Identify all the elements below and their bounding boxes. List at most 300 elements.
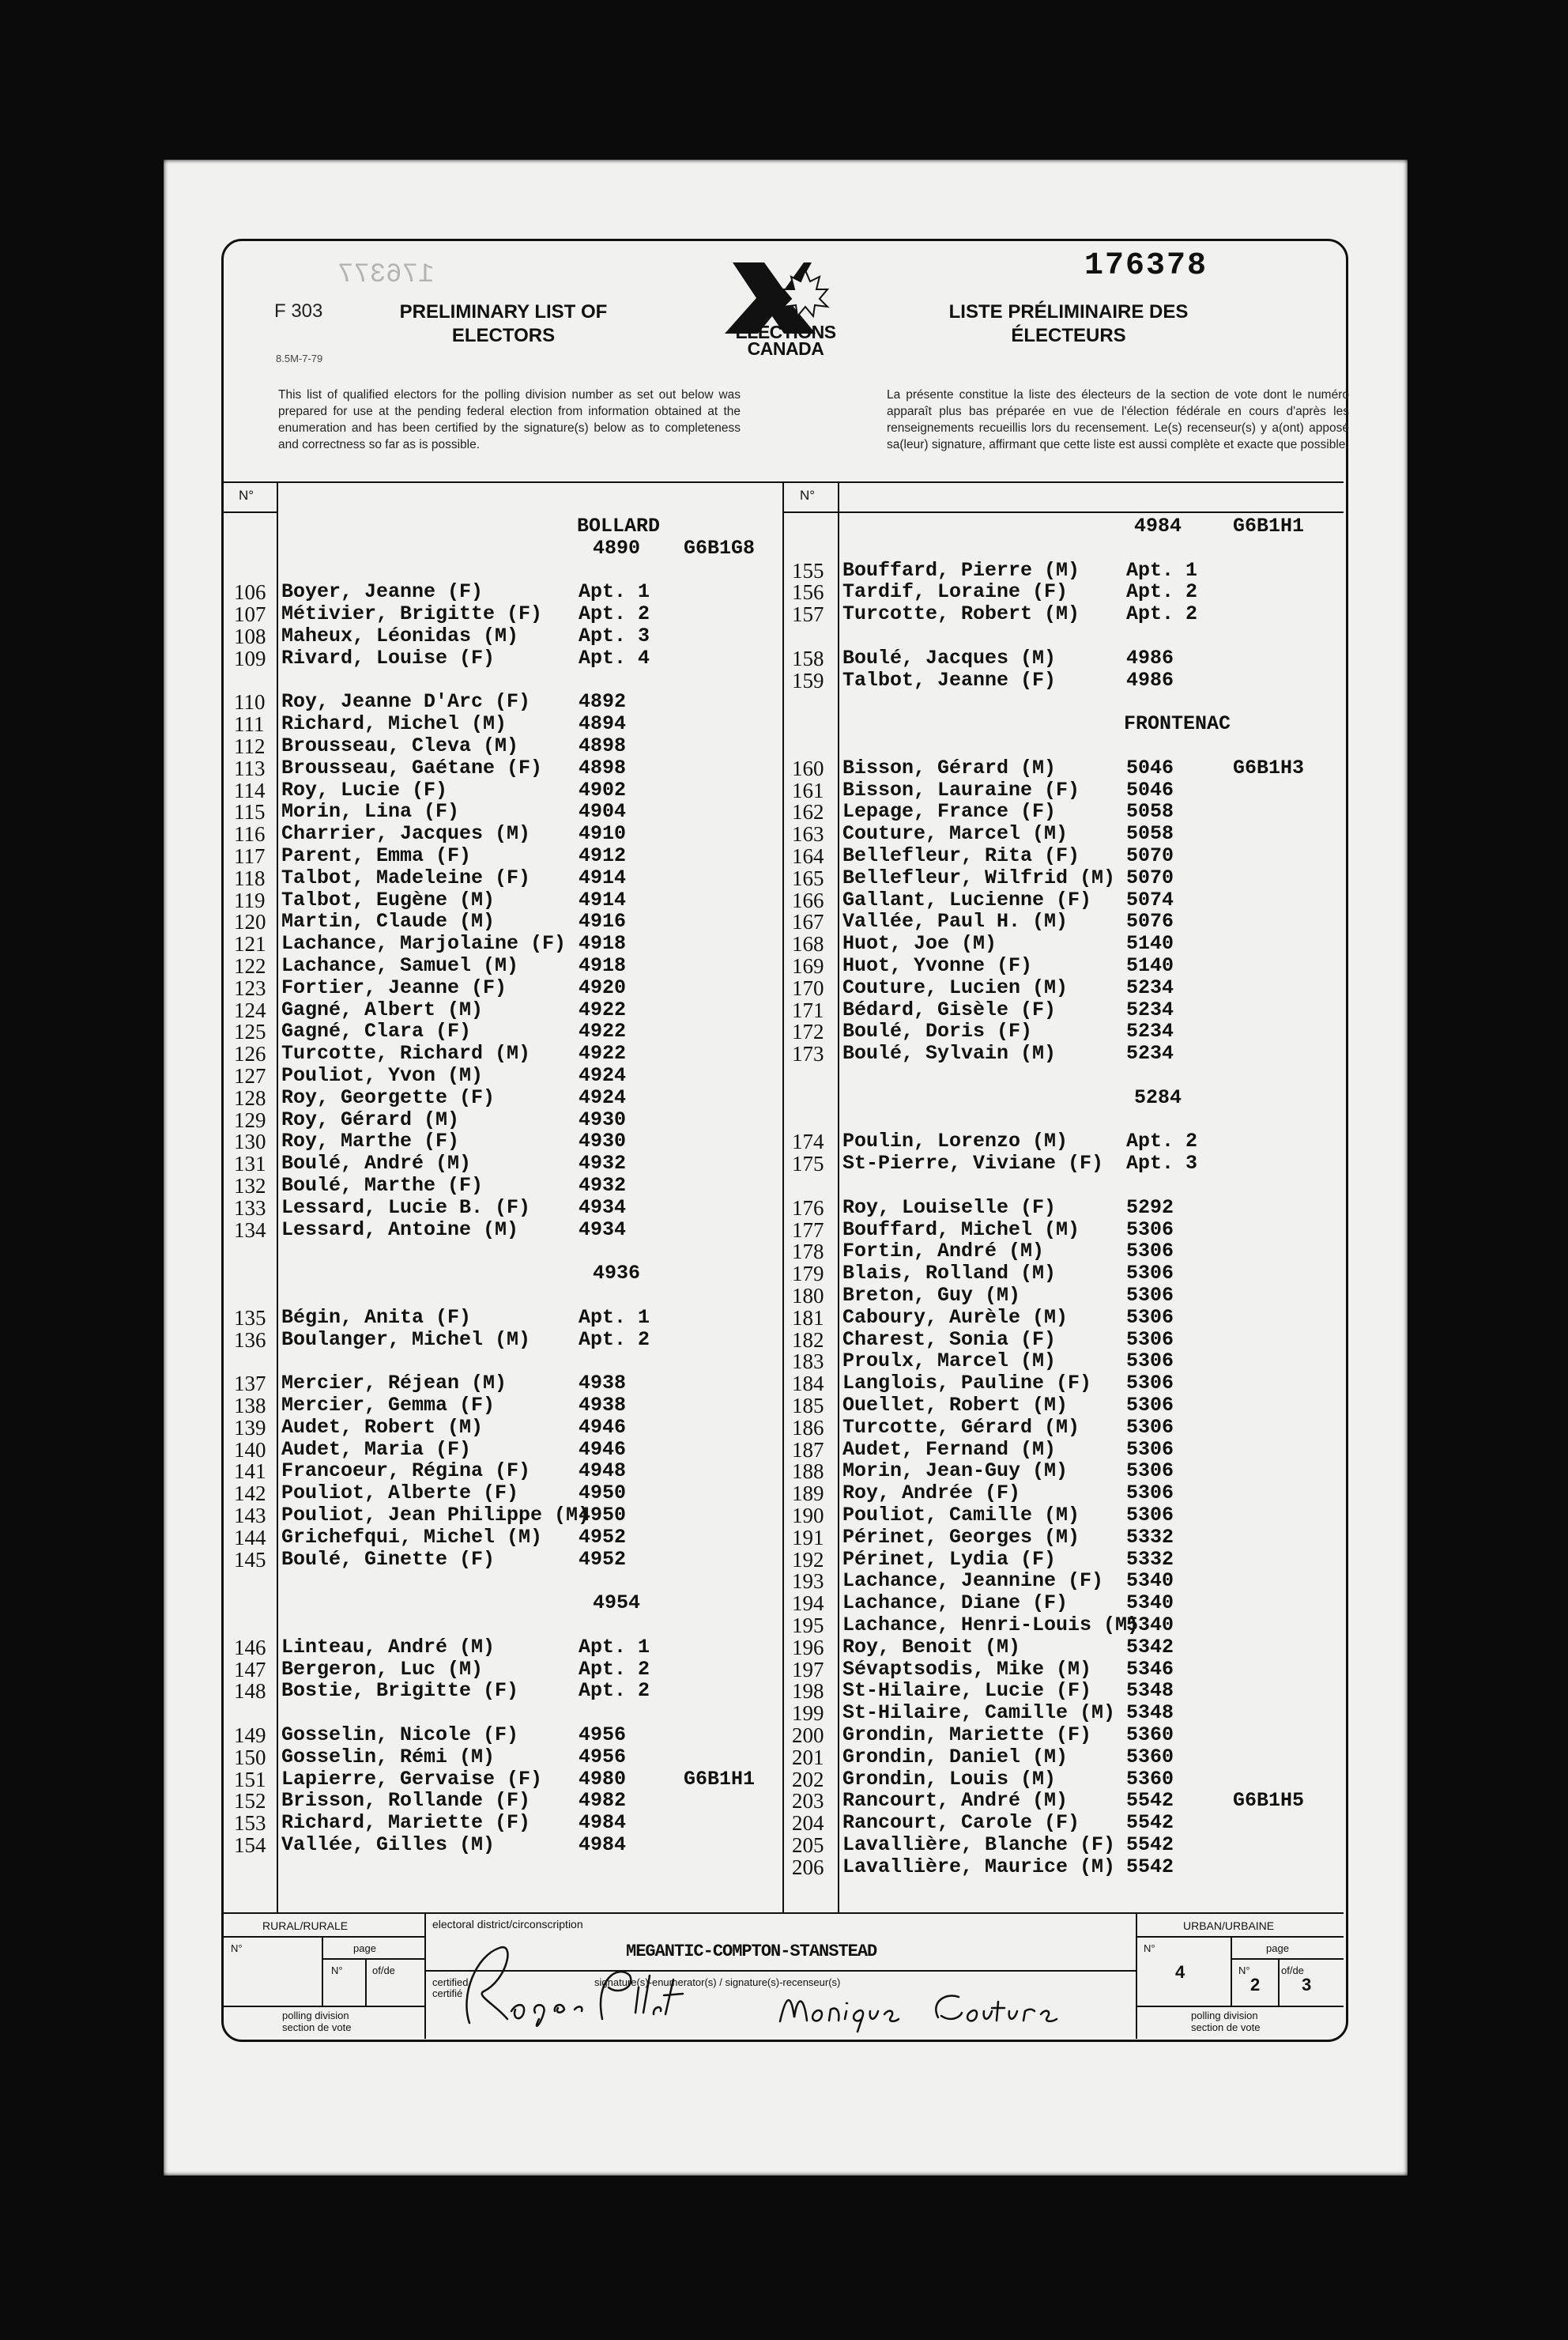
elector-address: 5332 — [1126, 1547, 1174, 1571]
elector-name: Richard, Mariette (F) — [281, 1811, 531, 1835]
elector-number: 118 — [234, 866, 266, 890]
elector-address: 5306 — [1126, 1240, 1174, 1263]
elector-address: 5360 — [1126, 1767, 1174, 1791]
elector-address: 4946 — [579, 1437, 627, 1461]
elector-address: 5542 — [1126, 1855, 1174, 1878]
elector-name: Lavallière, Blanche (F) — [842, 1833, 1116, 1856]
rural-page-no-label: N° — [331, 1964, 343, 1976]
urban-page-rule — [1231, 1958, 1344, 1960]
rural-page-div — [322, 1936, 323, 2006]
elector-number: 177 — [792, 1217, 824, 1242]
elector-number: 147 — [234, 1657, 266, 1681]
elector-name: Lachance, Diane (F) — [842, 1591, 1069, 1615]
elector-name: Lessard, Antoine (M) — [281, 1217, 519, 1241]
elector-address: 4986 — [1126, 646, 1174, 670]
elector-name: Vallée, Gilles (M) — [281, 1833, 496, 1856]
elector-name: Huot, Joe (M) — [842, 932, 997, 956]
elector-name: Langlois, Pauline (F) — [842, 1372, 1092, 1395]
rural-no-label: N° — [231, 1942, 243, 1954]
elector-number: 136 — [234, 1327, 266, 1352]
elector-number: 192 — [792, 1547, 824, 1572]
elector-name: Richard, Michel (M) — [281, 712, 507, 736]
elector-number: 183 — [792, 1349, 824, 1374]
elector-number: 175 — [792, 1152, 824, 1176]
title-fr-line2: ÉLECTEURS — [1011, 325, 1126, 346]
elector-name: Tardif, Loraine (F) — [842, 580, 1069, 604]
elector-list-table — [221, 481, 1344, 1914]
elector-name: Morin, Lina (F) — [281, 800, 460, 824]
elector-address: 5542 — [1126, 1833, 1174, 1856]
elector-address: Apt. 1 — [1126, 558, 1198, 582]
elector-address: 4922 — [579, 998, 627, 1021]
elector-address: Apt. 2 — [579, 1657, 650, 1681]
elector-address: 4916 — [579, 910, 627, 934]
form-number: F 303 — [274, 300, 323, 322]
elector-address: Apt. 2 — [1126, 580, 1198, 604]
district-label: electoral district/circonscription — [432, 1918, 583, 1930]
elector-number: 181 — [792, 1305, 824, 1330]
elector-name: Roy, Louiselle (F) — [842, 1195, 1057, 1219]
elector-name: Roy, Lucie (F) — [281, 778, 448, 802]
elector-name: Bédard, Gisèle (F) — [842, 998, 1057, 1021]
elector-number: 106 — [234, 580, 266, 605]
elector-name: Mercier, Réjean (M) — [281, 1372, 507, 1395]
elector-address: 5306 — [1126, 1217, 1174, 1241]
elector-address: 4914 — [579, 888, 627, 911]
elector-number: 119 — [234, 888, 266, 912]
elector-address: 5306 — [1126, 1394, 1174, 1417]
elector-name: Talbot, Jeanne (F) — [842, 668, 1057, 692]
elector-address: 4924 — [579, 1085, 627, 1109]
elector-name: Grondin, Mariette (F) — [842, 1723, 1092, 1746]
elector-address: 4912 — [579, 844, 627, 867]
elector-name: Talbot, Eugène (M) — [281, 888, 496, 911]
elector-number: 144 — [234, 1525, 266, 1549]
elector-number: 203 — [792, 1789, 824, 1814]
elector-name: Boyer, Jeanne (F) — [281, 580, 484, 604]
elector-address: 5332 — [1126, 1525, 1174, 1549]
print-date: 8.5M-7-79 — [276, 353, 323, 364]
no-header-rule-right — [782, 511, 838, 513]
elector-address: 4980 — [579, 1767, 627, 1791]
urban-division-fr: section de vote — [1191, 2021, 1261, 2033]
elector-name: Périnet, Georges (M) — [842, 1525, 1080, 1549]
elector-number: 107 — [234, 602, 266, 627]
elector-address: 4982 — [579, 1789, 627, 1813]
certified-label-fr: certifié — [432, 1987, 463, 1999]
elector-address: Apt. 2 — [579, 1679, 650, 1703]
elector-address: 4892 — [579, 690, 627, 714]
signature-enumerator-1 — [428, 1932, 689, 2035]
elector-address: Apt. 1 — [579, 580, 650, 604]
divider-right-no — [838, 483, 839, 1914]
elector-name: Boulé, Marthe (F) — [281, 1174, 484, 1197]
elector-address: Apt. 3 — [1126, 1152, 1198, 1176]
elector-name: Francoeur, Régina (F) — [281, 1459, 531, 1483]
serial-number: 176378 — [1084, 248, 1208, 284]
elector-address: 5234 — [1126, 976, 1174, 999]
rural-division-fr: section de vote — [282, 2021, 352, 2033]
elector-name: Boulé, Sylvain (M) — [842, 1042, 1057, 1066]
elector-address: 5306 — [1126, 1415, 1174, 1439]
elector-name: Bellefleur, Wilfrid (M) — [842, 866, 1116, 889]
elector-number: 178 — [792, 1240, 824, 1264]
elector-name: Bisson, Lauraine (F) — [842, 778, 1080, 802]
elector-address: 4922 — [579, 1042, 627, 1066]
elector-address: 5348 — [1126, 1701, 1174, 1725]
elector-name: Grondin, Daniel (M) — [842, 1745, 1069, 1768]
elector-name: Roy, Andrée (F) — [842, 1481, 1021, 1505]
elector-name: Lessard, Lucie B. (F) — [281, 1195, 531, 1219]
elector-number: 138 — [234, 1394, 266, 1417]
urban-page-label: page — [1266, 1942, 1289, 1954]
elector-name: Roy, Georgette (F) — [281, 1085, 496, 1109]
elector-number: 194 — [792, 1591, 824, 1616]
elector-address: 5306 — [1126, 1262, 1174, 1285]
title-english — [369, 300, 638, 348]
elector-number: 196 — [792, 1635, 824, 1659]
no-header-rule-left — [221, 511, 277, 513]
elector-number: 176 — [792, 1195, 824, 1220]
signature-label: signature(s)-enumerator(s) / signature(s)-recenseur(s) — [594, 1976, 841, 1988]
elector-name: Rancourt, Carole (F) — [842, 1811, 1080, 1835]
elector-name: Maheux, Léonidas (M) — [281, 625, 519, 647]
elector-name: Lachance, Henri-Louis (M) — [842, 1613, 1140, 1636]
urban-page-no-label: N° — [1238, 1964, 1250, 1976]
elector-address: 4932 — [579, 1174, 627, 1197]
elector-number: 156 — [792, 580, 824, 605]
elector-address: 5234 — [1126, 998, 1174, 1021]
elector-name: Lachance, Samuel (M) — [281, 954, 519, 977]
elector-name: Brousseau, Gaétane (F) — [281, 756, 543, 779]
elector-number: 125 — [234, 1020, 266, 1044]
elector-name: Gosselin, Nicole (F) — [281, 1723, 519, 1746]
elector-name: Talbot, Madeleine (F) — [281, 866, 531, 889]
elector-name: Bégin, Anita (F) — [281, 1305, 472, 1329]
elector-number: 164 — [792, 844, 824, 868]
elector-name: Vallée, Paul H. (M) — [842, 910, 1069, 934]
elector-number: 132 — [234, 1174, 266, 1198]
elector-address: 4932 — [579, 1152, 627, 1176]
elector-name: Brisson, Rollande (F) — [281, 1789, 531, 1813]
elector-number: 195 — [792, 1613, 824, 1637]
elector-name: Martin, Claude (M) — [281, 910, 496, 934]
elector-name: Charest, Sonia (F) — [842, 1327, 1057, 1351]
elector-address: 4930 — [579, 1108, 627, 1131]
elector-address: 4924 — [579, 1064, 627, 1087]
elector-number: 134 — [234, 1217, 266, 1242]
elector-address: 5360 — [1126, 1745, 1174, 1768]
urban-page-div — [1231, 1936, 1232, 2006]
elector-number: 123 — [234, 976, 266, 1000]
street-name: FRONTENAC — [1124, 712, 1231, 736]
elector-number: 165 — [792, 866, 824, 890]
elector-address: 4946 — [579, 1415, 627, 1439]
elector-name: Roy, Jeanne D'Arc (F) — [281, 690, 531, 714]
urban-of-div — [1278, 1958, 1280, 2006]
urban-bottom-rule — [1136, 2006, 1344, 2007]
postal-code: G6B1H3 — [1233, 756, 1305, 779]
elector-name: Pouliot, Camille (M) — [842, 1504, 1080, 1527]
elector-address: Apt. 4 — [579, 646, 650, 670]
elector-name: Audet, Fernand (M) — [842, 1437, 1057, 1461]
elector-name: Turcotte, Gérard (M) — [842, 1415, 1080, 1439]
elector-number: 141 — [234, 1459, 266, 1484]
elector-name: Périnet, Lydia (F) — [842, 1547, 1057, 1571]
right-top-rule — [838, 511, 1344, 513]
elector-address: 5342 — [1126, 1635, 1174, 1659]
elector-number: 173 — [792, 1042, 824, 1066]
rural-division-en: polling division — [282, 2010, 349, 2021]
elector-number: 188 — [792, 1459, 824, 1484]
elector-number: 109 — [234, 646, 266, 670]
elector-address: 4934 — [579, 1217, 627, 1241]
elector-address: 5306 — [1126, 1459, 1174, 1483]
elector-number: 155 — [792, 558, 824, 583]
elector-number: 110 — [234, 690, 266, 715]
elector-number: 201 — [792, 1745, 824, 1769]
intro-french: La présente constitue la liste des électeurs de la section de vote dont le numéro apparaît plus bas préparée en vue de l'élection fédérale en cours d'après les renseignements recueillis lors du recensement. Le(s) recenseur(s) y a(ont) apposé sa(leur) signature, affirmant que cette liste est aussi complète et exacte que possible. — [887, 388, 1349, 451]
elector-name: Morin, Jean-Guy (M) — [842, 1459, 1069, 1483]
elector-address: 4984 — [579, 1811, 627, 1835]
elector-address: 5234 — [1126, 1020, 1174, 1044]
elector-address: 5340 — [1126, 1569, 1174, 1593]
elector-address: 5306 — [1126, 1349, 1174, 1373]
elector-address: 5306 — [1126, 1372, 1174, 1395]
footer-top-rule — [223, 1912, 1344, 1914]
elector-name: Boulé, Jacques (M) — [842, 646, 1057, 670]
elector-number: 127 — [234, 1064, 266, 1088]
elector-number: 124 — [234, 998, 266, 1022]
elector-number: 122 — [234, 954, 266, 978]
postal-code: G6B1H5 — [1233, 1789, 1305, 1813]
elector-number: 113 — [234, 756, 266, 780]
elector-number: 163 — [792, 822, 824, 847]
elector-name: Parent, Emma (F) — [281, 844, 472, 867]
title-french — [903, 300, 1234, 348]
elector-address: 5058 — [1126, 800, 1174, 824]
elector-name: Rivard, Louise (F) — [281, 646, 496, 670]
elector-address: 4922 — [579, 1020, 627, 1044]
elector-number: 158 — [792, 646, 824, 670]
elector-number: 179 — [792, 1262, 824, 1286]
district-name: MEGANTIC-COMPTON-STANSTEAD — [626, 1942, 877, 1961]
elector-number: 153 — [234, 1811, 266, 1836]
elector-address: 5542 — [1126, 1811, 1174, 1835]
elector-name: Bouffard, Pierre (M) — [842, 558, 1080, 582]
elector-name: Métivier, Brigitte (F) — [281, 602, 543, 626]
title-fr-line1: LISTE PRÉLIMINAIRE DES — [948, 301, 1189, 323]
faded-stamp: 176377 — [337, 260, 435, 290]
elector-number: 180 — [792, 1284, 824, 1308]
street-name: BOLLARD — [577, 515, 661, 538]
elector-address: 4984 — [579, 1833, 627, 1856]
footer-div-rural — [424, 1912, 426, 2039]
elector-address: 4910 — [579, 822, 627, 846]
rural-header-rule — [223, 1936, 424, 1938]
elector-number: 193 — [792, 1569, 824, 1594]
elector-name: Roy, Benoit (M) — [842, 1635, 1021, 1659]
elector-number: 143 — [234, 1504, 266, 1527]
elector-number: 129 — [234, 1108, 266, 1132]
elector-number: 121 — [234, 932, 266, 957]
urban-no-label: N° — [1144, 1942, 1155, 1954]
elector-number: 108 — [234, 625, 266, 648]
elector-number: 128 — [234, 1085, 266, 1110]
civic-number: 4984 — [1134, 515, 1182, 538]
elector-name: Ouellet, Robert (M) — [842, 1394, 1069, 1417]
elector-name: Gosselin, Rémi (M) — [281, 1745, 496, 1768]
elector-number: 117 — [234, 844, 266, 868]
elector-address: 5076 — [1126, 910, 1174, 934]
logo-wordmark — [714, 324, 857, 357]
urban-label: URBAN/URBAINE — [1183, 1919, 1275, 1932]
rural-page-label: page — [353, 1942, 376, 1954]
rural-page-rule — [322, 1958, 424, 1960]
elector-number: 185 — [792, 1394, 824, 1417]
civic-number: 5284 — [1134, 1085, 1182, 1109]
elector-number: 200 — [792, 1723, 824, 1747]
elector-name: Breton, Guy (M) — [842, 1284, 1021, 1307]
elector-number: 174 — [792, 1130, 824, 1154]
elector-address: 4918 — [579, 954, 627, 977]
elector-name: Bergeron, Luc (M) — [281, 1657, 484, 1681]
elector-name: Turcotte, Richard (M) — [281, 1042, 531, 1066]
elector-number: 154 — [234, 1833, 266, 1857]
elector-address: 4948 — [579, 1459, 627, 1483]
elector-name: Gagné, Clara (F) — [281, 1020, 472, 1044]
elector-number: 137 — [234, 1372, 266, 1396]
elector-name: Lepage, France (F) — [842, 800, 1057, 824]
elector-name: Pouliot, Jean Philippe (M) — [281, 1504, 590, 1527]
elector-name: Pouliot, Alberte (F) — [281, 1481, 519, 1505]
elector-name: Lapierre, Gervaise (F) — [281, 1767, 543, 1791]
urban-of-label: of/de — [1281, 1964, 1304, 1976]
elector-number: 114 — [234, 778, 266, 802]
postal-code: G6B1G8 — [684, 536, 756, 560]
elector-name: Rancourt, André (M) — [842, 1789, 1069, 1813]
elector-name: Pouliot, Yvon (M) — [281, 1064, 484, 1087]
elector-address: 4950 — [579, 1481, 627, 1505]
civic-number: 4954 — [593, 1591, 641, 1615]
postal-code: G6B1H1 — [1233, 515, 1305, 538]
elector-name: Bellefleur, Rita (F) — [842, 844, 1080, 867]
elector-number: 169 — [792, 954, 824, 978]
elector-address: 5340 — [1126, 1591, 1174, 1615]
elector-number: 142 — [234, 1481, 266, 1506]
elector-address: 5074 — [1126, 888, 1174, 911]
postal-code: G6B1H1 — [684, 1767, 756, 1791]
elector-number: 190 — [792, 1504, 824, 1527]
elector-name: Audet, Maria (F) — [281, 1437, 472, 1461]
elector-name: Lachance, Jeannine (F) — [842, 1569, 1104, 1593]
elector-name: St-Hilaire, Camille (M) — [842, 1701, 1116, 1725]
elector-address: 5234 — [1126, 1042, 1174, 1066]
elector-address: 5346 — [1126, 1657, 1174, 1681]
elector-name: Fortin, André (M) — [842, 1240, 1045, 1263]
elector-number: 120 — [234, 910, 266, 934]
elector-name: Gagné, Albert (M) — [281, 998, 484, 1021]
intro-english: This list of qualified electors for the polling division number as set out below was prepared for use at the pending federal election from information obtained at the enumeration and has been certified by the signature(s) below as to completeness and correctness so far as is possible. — [278, 388, 741, 451]
elector-address: 5070 — [1126, 844, 1174, 867]
elector-address: 5542 — [1126, 1789, 1174, 1813]
elector-number: 145 — [234, 1547, 266, 1572]
elector-name: Blais, Rolland (M) — [842, 1262, 1057, 1285]
elector-number: 140 — [234, 1437, 266, 1462]
elector-number: 148 — [234, 1679, 266, 1704]
elector-number: 135 — [234, 1305, 266, 1330]
urban-page-number: 2 — [1250, 1975, 1261, 1995]
col-no-header-left: N° — [239, 488, 254, 503]
elector-address: Apt. 2 — [579, 1327, 650, 1351]
elector-address: 5058 — [1126, 822, 1174, 846]
elector-address: Apt. 1 — [579, 1635, 650, 1659]
elector-number: 206 — [792, 1855, 824, 1879]
civic-number: 4936 — [593, 1262, 641, 1285]
elector-name: Audet, Robert (M) — [281, 1415, 484, 1439]
elector-address: Apt. 1 — [579, 1305, 650, 1329]
elector-number: 186 — [792, 1415, 824, 1440]
elector-address: Apt. 2 — [1126, 1130, 1198, 1153]
elector-name: Boulé, Ginette (F) — [281, 1547, 496, 1571]
rural-of-div — [365, 1958, 367, 2006]
elector-address: 5348 — [1126, 1679, 1174, 1703]
elector-name: Boulanger, Michel (M) — [281, 1327, 531, 1351]
elector-address: 5306 — [1126, 1437, 1174, 1461]
certified-label-en: certified — [432, 1976, 469, 1988]
elector-number: 131 — [234, 1152, 266, 1176]
elector-name: Caboury, Aurèle (M) — [842, 1305, 1069, 1329]
elector-number: 189 — [792, 1481, 824, 1506]
elector-address: 4904 — [579, 800, 627, 824]
elector-address: 5306 — [1126, 1284, 1174, 1307]
elector-number: 152 — [234, 1789, 266, 1814]
elector-address: 4950 — [579, 1504, 627, 1527]
divider-left-no — [277, 483, 278, 1914]
elector-address: 4930 — [579, 1130, 627, 1153]
elector-name: Lachance, Marjolaine (F) — [281, 932, 567, 956]
elector-address: 5140 — [1126, 932, 1174, 956]
rural-bottom-rule — [223, 2006, 424, 2007]
elector-address: Apt. 2 — [579, 602, 650, 626]
elector-name: Couture, Marcel (M) — [842, 822, 1069, 846]
elector-number: 115 — [234, 800, 266, 825]
urban-division-en: polling division — [1191, 2010, 1258, 2021]
elector-address: 5306 — [1126, 1504, 1174, 1527]
elector-number: 170 — [792, 976, 824, 1000]
elector-name: Roy, Marthe (F) — [281, 1130, 460, 1153]
elector-address: 5046 — [1126, 756, 1174, 779]
elector-address: 5306 — [1126, 1481, 1174, 1505]
elector-address: 5360 — [1126, 1723, 1174, 1746]
elector-address: 5140 — [1126, 954, 1174, 977]
elector-address: 4934 — [579, 1195, 627, 1219]
elector-name: Mercier, Gemma (F) — [281, 1394, 496, 1417]
elector-name: Boulé, André (M) — [281, 1152, 472, 1176]
elector-address: 4938 — [579, 1394, 627, 1417]
elector-address: Apt. 3 — [579, 625, 650, 647]
elector-name: Proulx, Marcel (M) — [842, 1349, 1057, 1373]
elector-name: St-Pierre, Viviane (F) — [842, 1152, 1104, 1176]
document-sheet — [164, 160, 1408, 2176]
elector-name: Turcotte, Robert (M) — [842, 602, 1080, 626]
elector-address: 5070 — [1126, 866, 1174, 889]
elector-number: 184 — [792, 1372, 824, 1396]
elector-name: Fortier, Jeanne (F) — [281, 976, 507, 999]
logo-line1: ELECTIONS — [735, 322, 836, 342]
elector-name: Brousseau, Cleva (M) — [281, 734, 519, 757]
elector-name: Bouffard, Michel (M) — [842, 1217, 1080, 1241]
